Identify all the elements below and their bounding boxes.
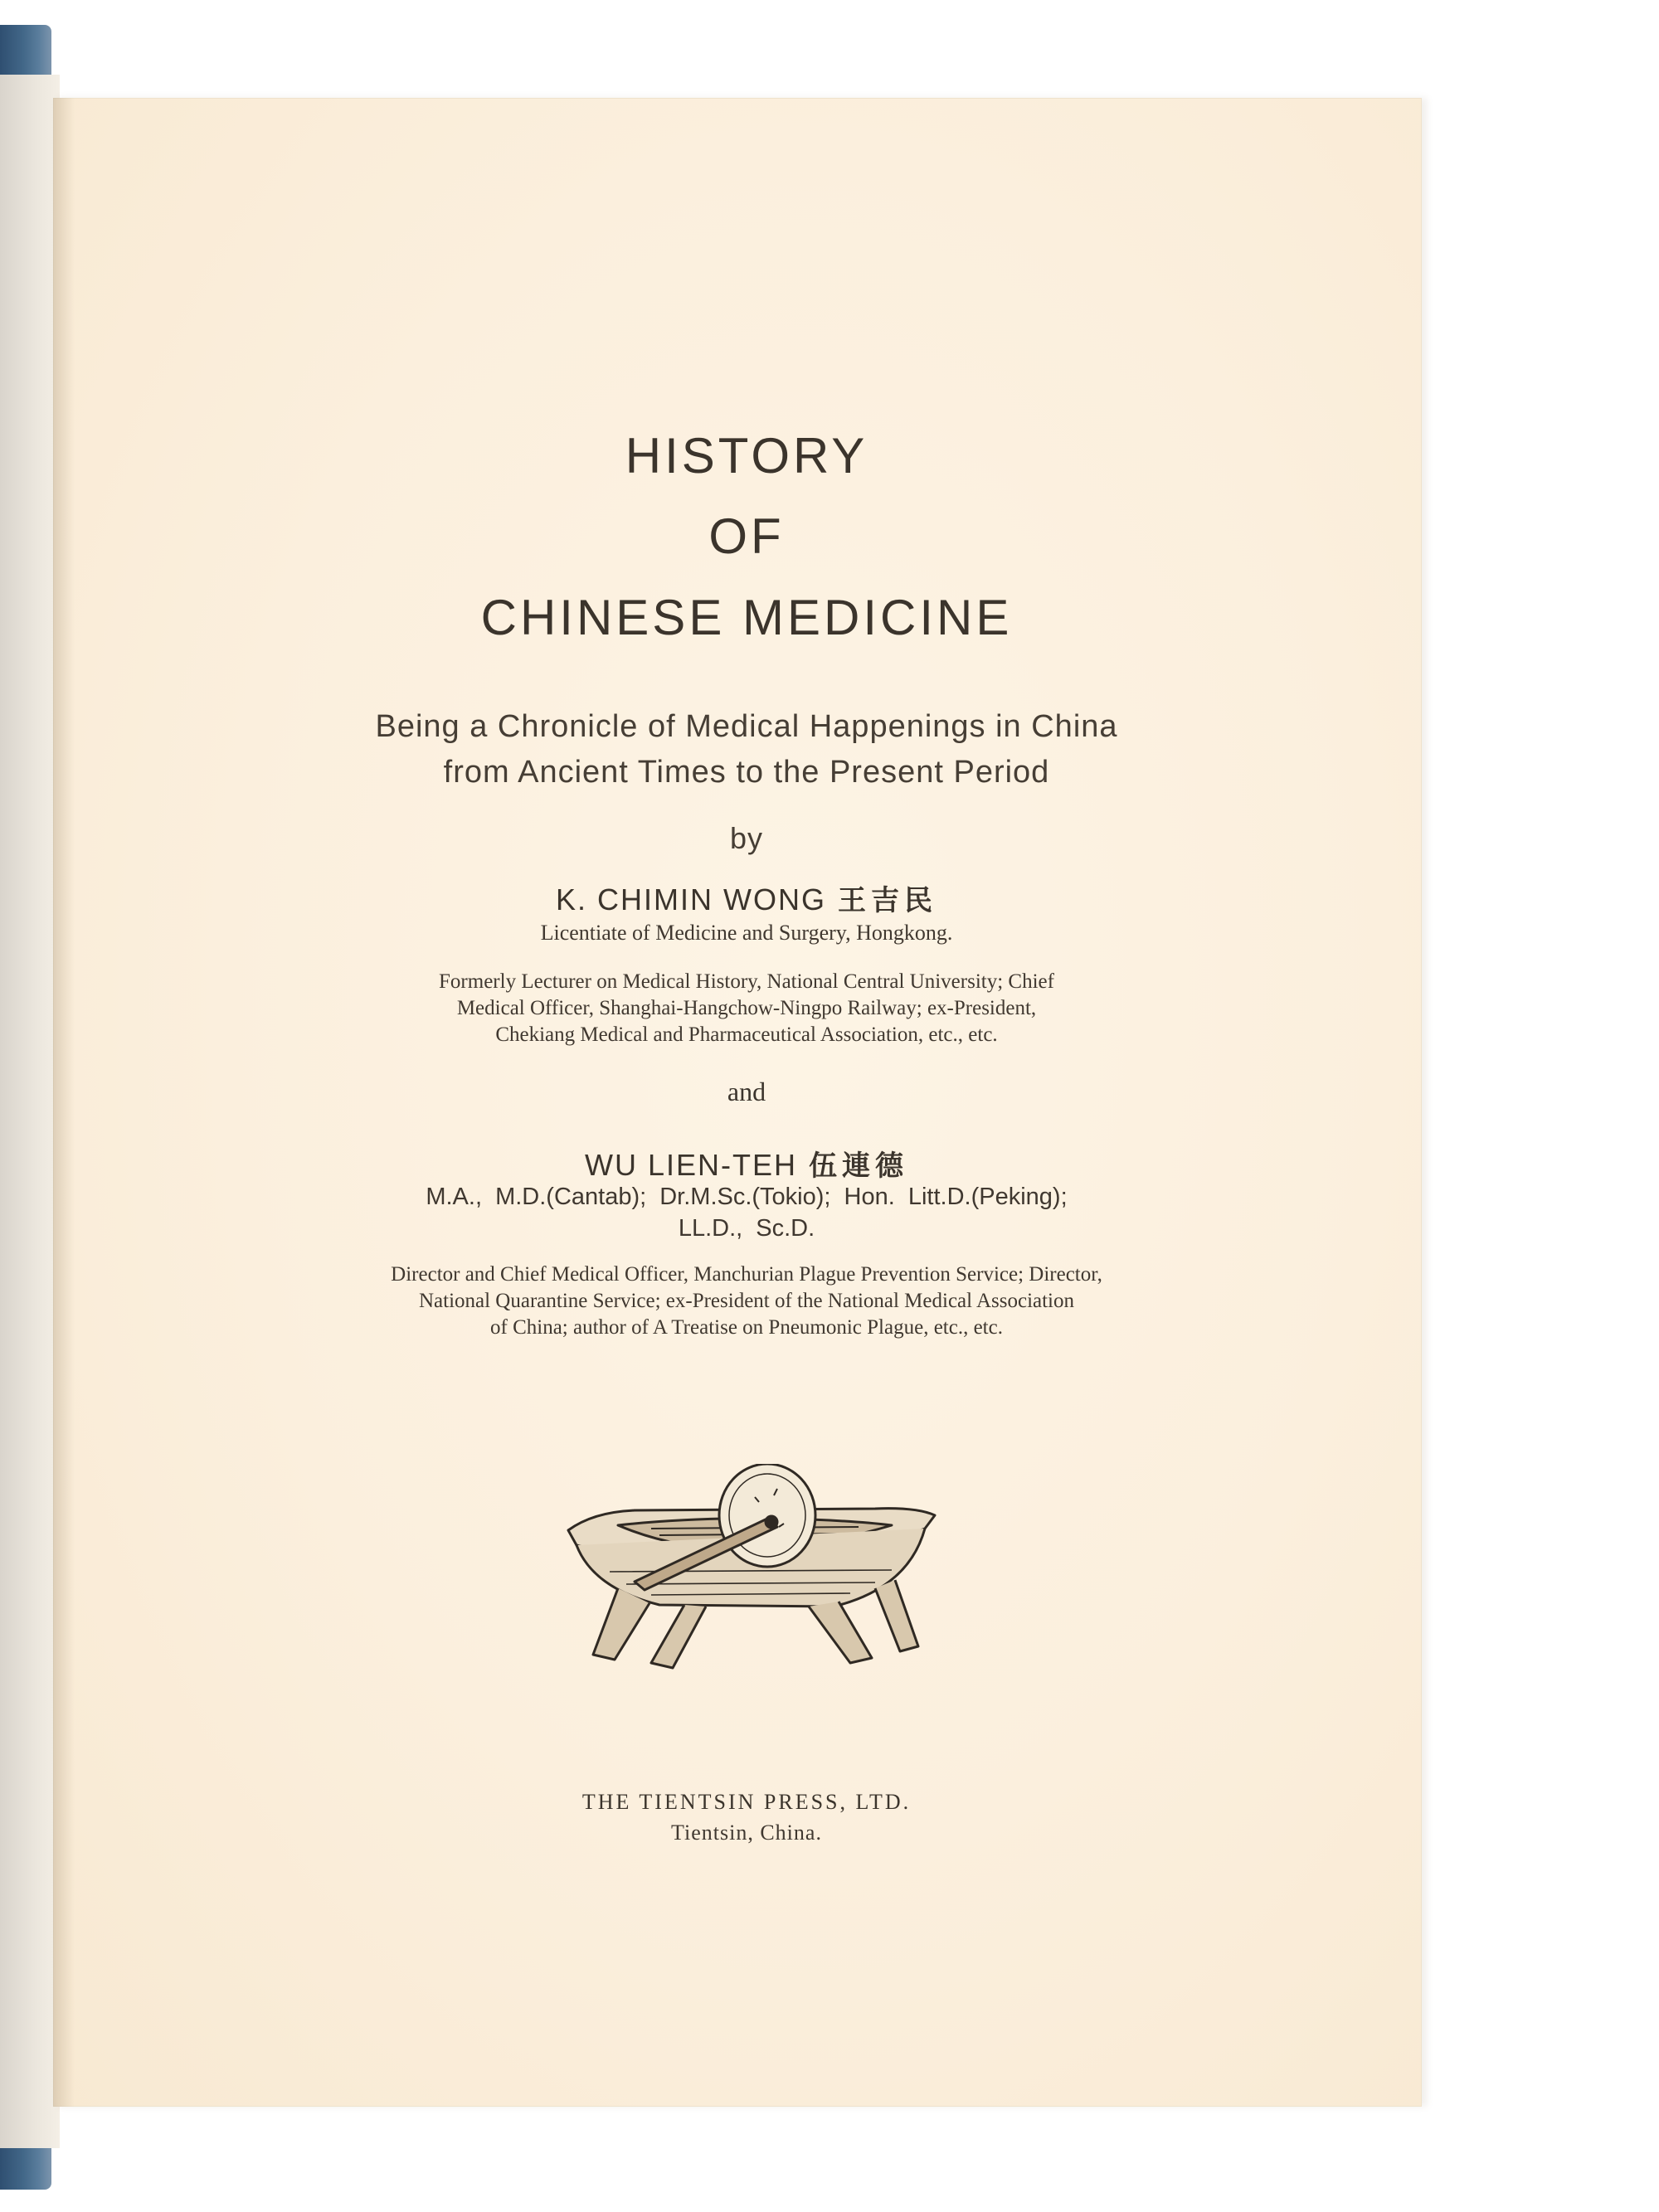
subtitle-line-2: from Ancient Times to the Present Period xyxy=(443,755,1050,790)
title-line-3: CHINESE MEDICINE xyxy=(480,590,1013,645)
author2-position-2: National Quarantine Service; ex-President of the National Medical Association xyxy=(418,1290,1075,1312)
author1-qualification: Licentiate of Medicine and Surgery, Hongkong. xyxy=(540,921,953,945)
title-line-1: HISTORY xyxy=(625,428,868,484)
author2-degrees-2: LL.D., Sc.D. xyxy=(678,1215,815,1242)
author2-name: WU LIEN-TEH xyxy=(585,1148,797,1182)
and-label: and xyxy=(727,1077,766,1106)
author1-position-1: Formerly Lecturer on Medical History, National Central University; Chief xyxy=(439,970,1054,993)
author2-degrees-1: M.A., M.D.(Cantab); Dr.M.Sc.(Tokio); Hon. Litt.D.(Peking); xyxy=(426,1184,1068,1210)
author1-position-2: Medical Officer, Shanghai-Hangchow-Ningpo Railway; ex-President, xyxy=(456,997,1037,1019)
subtitle-line-1: Being a Chronicle of Medical Happenings in China xyxy=(375,709,1118,744)
author1-position-3: Chekiang Medical and Pharmaceutical Association, etc., etc. xyxy=(495,1023,998,1046)
author2-heading xyxy=(0,1143,1493,1184)
author2-position-3: of China; author of A Treatise on Pneumonic Plague, etc., etc. xyxy=(490,1316,1003,1339)
by-label: by xyxy=(729,821,764,855)
author1-chinese-name: 王吉民 xyxy=(837,884,937,917)
herbal-grinder-woodcut-icon xyxy=(560,1464,941,1671)
title-line-2: OF xyxy=(708,508,785,564)
publisher-name: THE TIENTSIN PRESS, LTD. xyxy=(581,1790,912,1814)
author1-heading xyxy=(0,878,1493,918)
author1-name: K. CHIMIN WONG xyxy=(556,882,826,916)
publisher-location: Tientsin, China. xyxy=(671,1821,822,1845)
author2-chinese-name: 伍連德 xyxy=(809,1150,908,1183)
author2-position-1: Director and Chief Medical Officer, Manchurian Plague Prevention Service; Director, xyxy=(391,1263,1102,1286)
